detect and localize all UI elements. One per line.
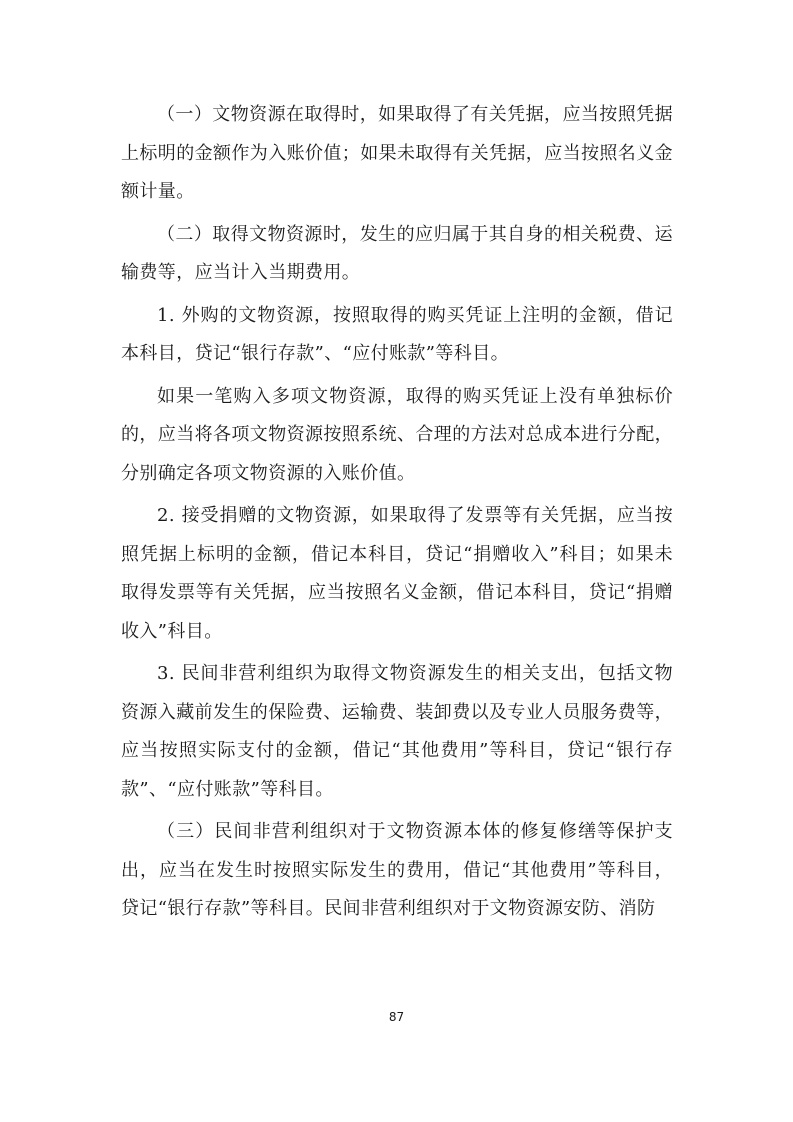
body-text [121, 96, 673, 929]
paragraph-3: 1. 外购的文物资源，按照取得的购买凭证上注明的金额，借记本科目，贷记“银行存款”、“应付账款”等科目。 [121, 304, 673, 364]
paragraph-4: 如果一笔购入多项文物资源，取得的购买凭证上没有单独标价的，应当将各项文物资源按照系统、合理的方法对总成本进行分配，分别确定各项文物资源的入账价值。 [121, 385, 673, 484]
paragraph-1: （一）文物资源在取得时，如果取得了有关凭据，应当按照凭据上标明的金额作为入账价值；如果未取得有关凭据，应当按照名义金额计量。 [121, 104, 673, 202]
paragraph-6: 3. 民间非营利组织为取得文物资源发生的相关支出，包括文物资源入藏前发生的保险费、运输费、装卸费以及专业人员服务费等，应当按照实际支付的金额，借记“其他费用”等科目，贷记“银行存款”、“应付账款”等科目。 [121, 663, 673, 800]
paragraph-2: （二）取得文物资源时，发生的应归属于其自身的相关税费、运输费等，应当计入当期费用。 [121, 223, 673, 283]
paragraph-5: 2. 接受捐赠的文物资源，如果取得了发票等有关凭据，应当按照凭据上标明的金额，借记本科目，贷记“捐赠收入”科目；如果未取得发票等有关凭据，应当按照名义金额，借记本科目，贷记“捐赠收入”科目。 [121, 505, 673, 642]
paragraph-7: （三）民间非营利组织对于文物资源本体的修复修缮等保护支出，应当在发生时按照实际发生的费用，借记“其他费用”等科目，贷记“银行存款”等科目。民间非营利组织对于文物资源安防、消防 [121, 821, 673, 919]
page-number: 87 [388, 1010, 405, 1024]
